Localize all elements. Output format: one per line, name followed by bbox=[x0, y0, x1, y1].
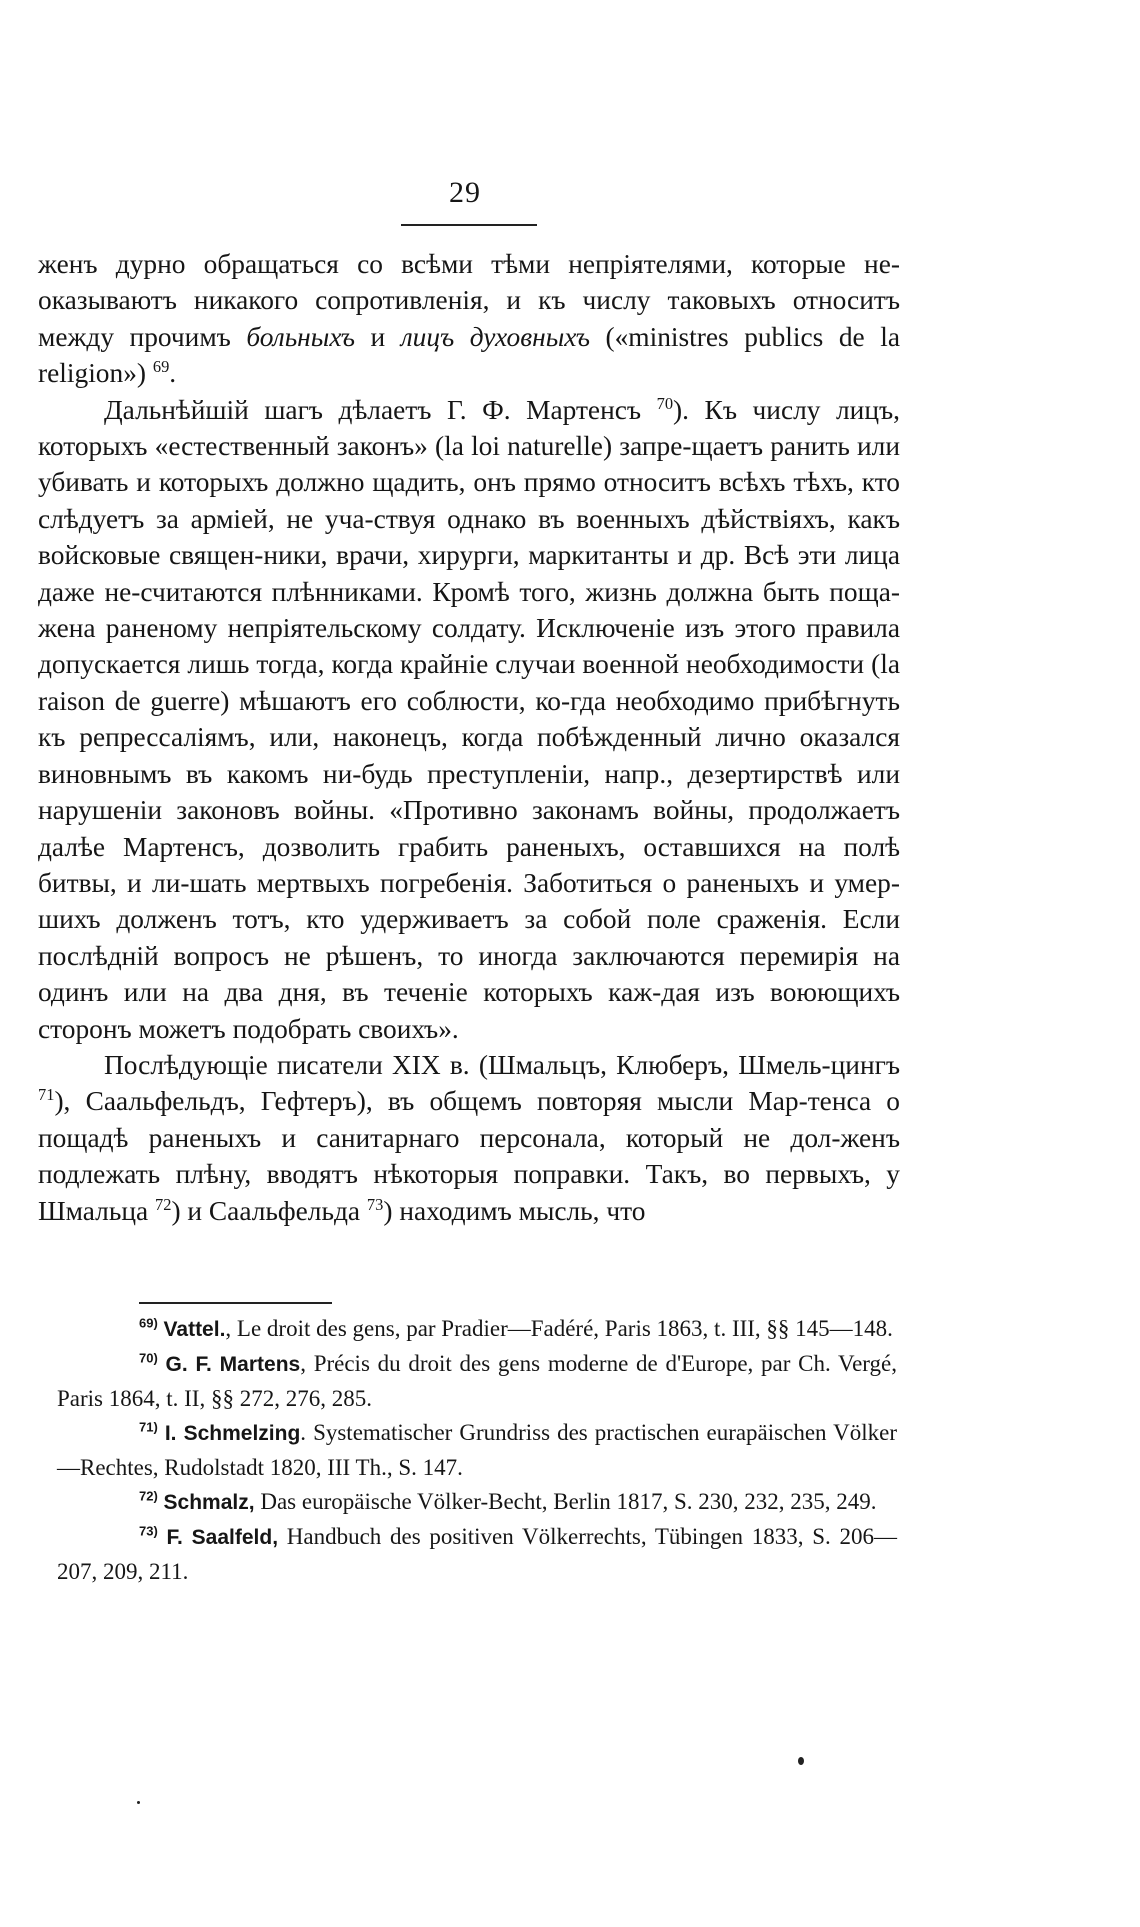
footnote-69 bbox=[57, 1312, 897, 1347]
page-number: 29 bbox=[449, 176, 481, 209]
footnote-text: Handbuch des positiven Völkerrechts, Tübingen 1833, S. 206—207, 209, 211. bbox=[57, 1524, 897, 1584]
p1-italic-1: больныхъ bbox=[246, 321, 356, 352]
p1-text-a: женъ дурно обращаться со всѣми тѣми непріятелями, которые не-оказываютъ никакого сопротивленія, и къ числу таковыхъ относитъ между прочимъ bbox=[38, 249, 900, 352]
footnote-72 bbox=[57, 1485, 897, 1520]
footnote-author: G. F. Martens bbox=[165, 1353, 301, 1376]
ink-speck bbox=[798, 1757, 804, 1765]
footnote-text: . Systematischer Grundriss des practischen eurapäischen Völker—Rechtes, Rudolstadt 1820, III Th., S. 147. bbox=[57, 1420, 897, 1480]
p3-text-c: ) и Саальфельда bbox=[171, 1195, 367, 1226]
footnote-ref-73[interactable]: 73 bbox=[366, 1194, 384, 1214]
p2-text-a: Дальнѣйшій шагъ дѣлаетъ Г. Ф. Мартенсъ bbox=[104, 394, 657, 425]
p3-text-b: ), Саальфельдъ, Гефтеръ), въ общемъ повторяя мысли Мар-тенса о пощадѣ раненыхъ и санитарнаго персонала, который не дол-женъ подлежать плѣну, вводятъ нѣкоторыя поправки. Такъ, во первыхъ, у Шмальца bbox=[38, 1086, 900, 1226]
footnote-author: F. Saalfeld, bbox=[166, 1526, 279, 1549]
paragraph-2 bbox=[38, 392, 900, 1047]
ink-speck bbox=[137, 1801, 140, 1804]
footnote-rule bbox=[139, 1302, 332, 1304]
p1-italic-2: лицъ духовныхъ bbox=[400, 321, 590, 352]
footnote-ref-70[interactable]: 70 bbox=[656, 393, 674, 413]
footnote-73 bbox=[57, 1520, 897, 1589]
p3-text-d: ) находимъ мысль, что bbox=[383, 1195, 646, 1226]
footnote-mark: 72) bbox=[139, 1488, 158, 1504]
footnote-mark: 71) bbox=[139, 1419, 158, 1435]
paragraph-3 bbox=[38, 1047, 900, 1229]
footnote-mark: 70) bbox=[139, 1350, 158, 1366]
footnote-text: , Le droit des gens, par Pradier—Fadéré, Paris 1863, t. III, §§ 145—148. bbox=[225, 1316, 893, 1341]
footnote-text: Das europäische Völker-Becht, Berlin 1817, S. 230, 232, 235, 249. bbox=[254, 1489, 877, 1514]
footnote-ref-72[interactable]: 72 bbox=[155, 1194, 172, 1214]
footnote-text: , Précis du droit des gens moderne de d'Europe, par Ch. Vergé, Paris 1864, t. II, §§ 272, 276, 285. bbox=[57, 1351, 897, 1411]
footnote-mark: 69) bbox=[139, 1315, 158, 1331]
footnote-ref-69[interactable]: 69 bbox=[152, 357, 170, 377]
footnote-mark: 73) bbox=[139, 1523, 158, 1539]
footnote-70 bbox=[57, 1347, 897, 1416]
footnote-author: I. Schmelzing bbox=[164, 1422, 301, 1445]
footnote-author: Vattel. bbox=[163, 1318, 226, 1341]
p1-text-b: и bbox=[355, 321, 401, 352]
p2-text-b: ). Къ числу лицъ, которыхъ «естественный законъ» (la loi naturelle) запре-щаетъ ранить или убивать и которыхъ должно щадить, онъ прямо относитъ всѣхъ тѣхъ, кто слѣдуетъ за арміей, не уча-ствуя однако въ военныхъ дѣйствіяхъ, какъ войсковые священ-ники, врачи, хирурги, маркитанты и др. Всѣ эти лица даже не-считаются плѣнниками. Кромѣ того, жизнь должна быть пощa-жена раненому непріятельскому солдату. Исключеніе изъ этого правила допускается лишь тогда, когда крайніе случаи военной необходимости (la raison de guerre) мѣшаютъ его соблюсти, ко-гда необходимо прибѣгнуть къ репрессаліямъ, или, наконецъ, когда побѣжденный лично оказался виновнымъ въ какомъ ни-будь преступленіи, напр., дезертирствѣ или нарушеніи законовъ войны. «Противно законамъ войны, продолжаетъ далѣе Мартенсъ, дозволить грабить раненыхъ, оставшихся на полѣ битвы, и ли-шать мертвыхъ погребенія. Заботиться о раненыхъ и умер-шихъ долженъ тотъ, кто удерживаетъ за собой поле сраженія. Если послѣдній вопросъ не рѣшенъ, то иногда заключаются перемирія на одинъ или на два дня, въ теченіе которыхъ каж-дая изъ воюющихъ сторонъ можетъ подобрать своихъ». bbox=[38, 394, 900, 1044]
paragraph-1 bbox=[38, 246, 900, 392]
p1-text-d: . bbox=[169, 358, 177, 389]
header-rule bbox=[401, 224, 537, 226]
main-text bbox=[38, 246, 900, 1229]
footnote-author: Schmalz, bbox=[163, 1491, 255, 1514]
p3-text-a: Послѣдующіе писатели XIX в. (Шмальцъ, Клюберъ, Шмель-цингъ bbox=[104, 1049, 900, 1080]
footnote-71 bbox=[57, 1416, 897, 1485]
p1-text-c: («ministres publics de la religion») bbox=[38, 321, 900, 389]
footnote-ref-71[interactable]: 71 bbox=[38, 1085, 55, 1105]
footnotes bbox=[57, 1312, 897, 1589]
